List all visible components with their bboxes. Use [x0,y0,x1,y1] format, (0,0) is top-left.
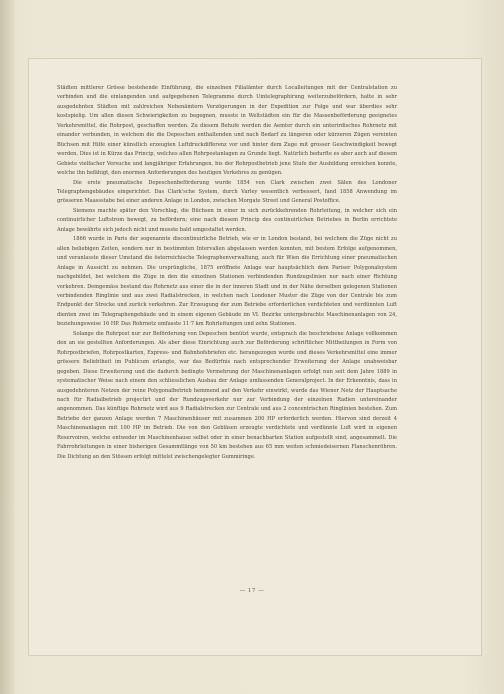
page-number: — 17 — [239,588,265,594]
paragraph: Städten mittlerer Grösse bestehende Einführung, die einzelnen Filialämter durch Localleitungen mit der Centralstation zu verbinden und die einlangenden und aufgegebenen Telegramme durch Umtelegraphirung weiterzubefördern, hatte in sehr ausgedehnten Städten mit zahlreichen Nebenämtern Verzögerungen in der Expedition zur Folge und war überdies sehr kostspielig. Um allen diesen Schwierigkeiten zu begegnen, musste in Weltstädten ein für die Massenbeförderung geeignetes Verkehrsmittel, die Rohrpost, geschaffen werden. Zu diesem Behufe werden die Aemter durch ein unterirdisches Rohrnetz mit einander verbunden, in welchem die die Depeschen enthaltenden und nach Bedarf zu längeren oder kürzeren Zügen vereinten Büchsen mit Hilfe einer künstlich erzeugten Luftdruckdifferenz vor und hinter dem Zuge mit grosser Geschwindigkeit bewegt werden. Dies ist in Kürze das Princip, welches allen Rohrpostanlagen zu Grunde liegt. Natürlich bedurfte es aber auch auf diesem Gebiete vielfacher Versuche und langjähriger Erfahrungen, bis der Rohrpostbetrieb jene Stufe der Ausbildung erreichen konnte, welche ihn befähigt, den enormen Anforderungen des heutigen Verkehres zu genügen. [57,85,397,177]
paragraph: Die erste pneumatische Depeschenbeförderung wurde 1854 von Clark zwischen zwei Sälen des Londoner Telegraphengebäudes eingerichtet. Das Clark'sche System, durch Varley wesentlich verbessert, fand 1858 Anwendung im grösseren Maassstabe bei einer anderen Anlage in London, zwischen Morgate Street und General Postoffice. [57,179,397,205]
paragraph: Solange die Rohrpost nur zur Beförderung von Depeschen benützt wurde, entsprach die beschriebene Anlage vollkommen den an sie gestellten Anforderungen. Als aber diese Einrichtung auch zur Beförderung schriftlicher Mittheilungen in Form von Rohrpostbriefen, Rohrpostkarten, Express- und Bahnhofsbriefen etc. herangezogen wurde und dieses Verkehrsmittel eine immer grössere Beliebtheit im Publicum erlangte, war das Bedürfnis nach entsprechender Erweiterung der Anlage unabweisbar gegeben. Diese Erweiterung und die dadurch bedingte Vermehrung der Maschinenanlagen erfolgt nun seit dem Jahre 1889 in systematischer Weise nach einem den schliesslichen Ausbau der Anlage umfassenden Generalproject. In der Erkenntnis, dass in ausgedehnteren Netzen der reine Polygonalbetrieb hemmend auf den Verkehr einwirkt, wurde das Wiener Netz der Hauptsache nach für Radialbetrieb projectirt und der Rundzugsverkehr nur zur Verbindung der einzelnen Radien untereinander angenommen. Das künftige Rohrnetz wird aus 9 Radialstrecken zur Centrale und aus 2 concentrischen Ringlinien bestehen. Zum Betriebe der ganzen Anlage werden 7 Maschinenhäuser mit zusammen 200 HP erforderlich werden. Hiervon sind derzeit 4 Maschinenanlagen mit 100 HP im Betrieb. Die von den Gebläsen erzeugte verdichtete und verdünnte Luft wird in eigenen Reservoiren, welche entweder im Maschinenhause selbst oder in einer benachbarten Station aufgestellt sind, angesammelt. Die Fahrrohrleitungen in einer bisherigen Gesammtlänge von 50 km bestehen aus 65 mm weiten schmiedeisernen Flanschenröhren. Die Dichtung an den Stössen erfolgt mittelst zwischengelegter Gummiringe. [57,330,397,460]
paragraph: Siemens machte später den Vorschlag, die Büchsen in einer in sich zurückkehrenden Rohrleitung, in welcher sich ein continuirlicher Luftstrom bewegt, zu befördern; eine nach diesem Princip des continuirlichen Betriebes in Berlin errichtete Anlage bewährte sich jedoch nicht und musste bald umgestaltet werden. [57,207,397,233]
body-text [57,84,397,462]
paragraph: 1866 wurde in Paris der sogenannte discontinuirliche Betrieb, wie er in London bestand, bei welchem die Züge nicht zu allen beliebigen Zeiten, sondern nur in bestimmten Intervallen abgelassen werden konnten, mit bestem Erfolge aufgenommen, und veranlasste dieser Umstand die österreichische Telegraphenverwaltung, auch für Wien die Errichtung einer pneumatischen Anlage in Aussicht zu nehmen. Die ursprüngliche, 1875 eröffnete Anlage war hauptsächlich dem Pariser Polygonalsystem nachgebildet, bei welchem die Züge in den die einzelnen Stationen verbindenden Rundzugslinien nur nach einer Richtung verkehren. Demgemäss bestand das Rohrnetz aus einer die in der inneren Stadt und in der Nähe derselben gelegenen Stationen verbindenden Ringlinie und aus zwei Radialstrecken, in welchen nach Londoner Muster die Züge von der Centrale bis zum Endpunkt der Strecke und zurück verkehren. Zur Erzeugung der zum Betriebe erforderlichen verdichteten und verdünnten Luft dienten zwei im Telegraphengebäude und in einem eigenen Gebäude im VI. Bezirke untergebrachte Maschinenanlagen von 24, beziehungsweise 16 HP. Das Rohrnetz umfasste 11·7 km Rohrleitungen und zehn Stationen. [57,236,397,328]
